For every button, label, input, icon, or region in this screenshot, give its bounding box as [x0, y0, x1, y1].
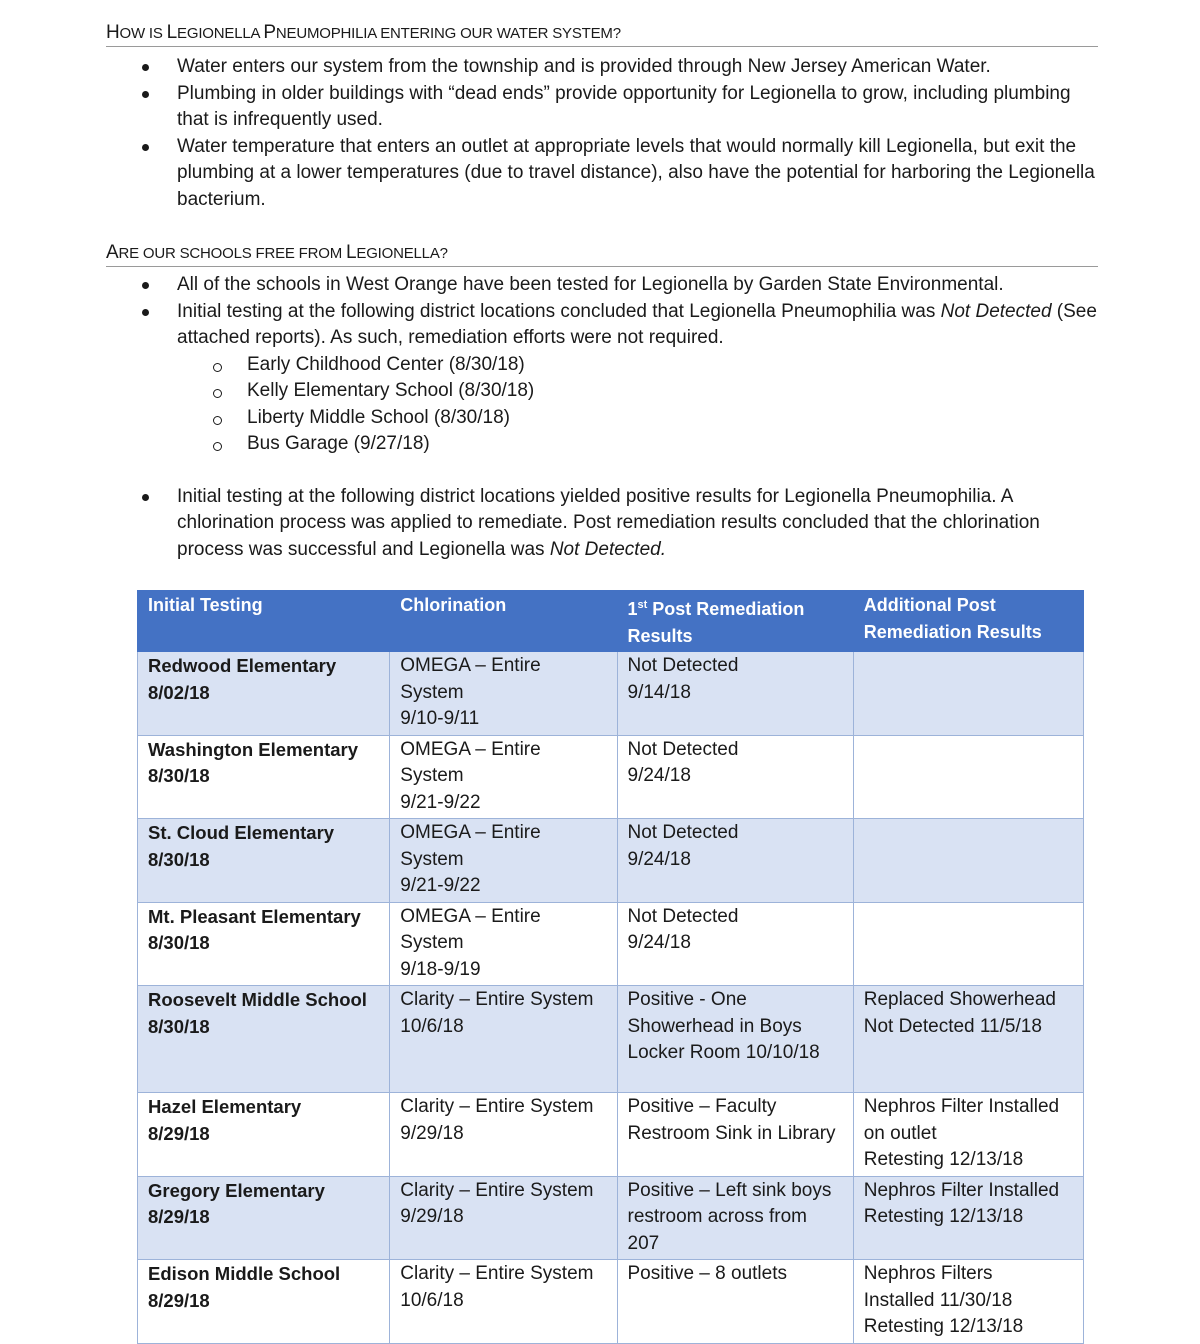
bullet-item: Initial testing at the following district locations yielded positive results for Legionella Pneumophilia. A chlorination process was applied to remediate. Post remediation results concluded that the chlorination process was successful and Legionella was Not Detected. — [140, 484, 1100, 564]
table-row — [138, 735, 1084, 819]
cell-chlorination: Clarity – Entire System 10/6/18 — [390, 1260, 617, 1344]
bullet-icon — [142, 309, 149, 316]
cell-initial-testing: Washington Elementary 8/30/18 — [138, 735, 390, 819]
table-row — [138, 819, 1084, 903]
cell-chlorination: OMEGA – Entire System 9/21-9/22 — [390, 735, 617, 819]
cell-chlorination: Clarity – Entire System 9/29/18 — [390, 1176, 617, 1260]
location-item: Bus Garage (9/27/18) — [177, 431, 1100, 458]
location-item: Kelly Elementary School (8/30/18) — [177, 378, 1100, 405]
cell-additional-post-remediation — [853, 819, 1083, 903]
circle-bullet-icon — [213, 442, 222, 451]
table-row — [138, 1260, 1084, 1344]
bullet-item: Plumbing in older buildings with “dead ends” provide opportunity for Legionella to grow, including plumbing that is infrequently used. — [140, 81, 1100, 134]
cell-initial-testing: St. Cloud Elementary 8/30/18 — [138, 819, 390, 903]
bullet-icon — [142, 494, 149, 501]
location-item: Early Childhood Center (8/30/18) — [177, 352, 1100, 379]
bullet-icon — [142, 144, 149, 151]
section-heading-entering: HOW IS LEGIONELLA PNEUMOPHILIA ENTERING OUR WATER SYSTEM? — [106, 22, 1098, 47]
bullet-item: Water enters our system from the township and is provided through New Jersey American Water. — [140, 54, 1100, 81]
cell-first-post-remediation: Positive - One Showerhead in Boys Locker Room 10/10/18 — [617, 986, 853, 1093]
circle-bullet-icon — [213, 389, 222, 398]
cell-chlorination: OMEGA – Entire System 9/18-9/19 — [390, 902, 617, 986]
bullet-icon — [142, 64, 149, 71]
cell-initial-testing: Roosevelt Middle School 8/30/18 — [138, 986, 390, 1093]
header-additional-post-remediation: Additional Post Remediation Results — [853, 591, 1083, 652]
cell-chlorination: Clarity – Entire System 9/29/18 — [390, 1093, 617, 1177]
table-row — [138, 902, 1084, 986]
cell-additional-post-remediation — [853, 652, 1083, 736]
cell-additional-post-remediation: Nephros Filter Installed Retesting 12/13/18 — [853, 1176, 1083, 1260]
circle-bullet-icon — [213, 416, 222, 425]
bullet-icon — [142, 282, 149, 289]
cell-initial-testing: Hazel Elementary 8/29/18 — [138, 1093, 390, 1177]
cell-first-post-remediation: Positive – Faculty Restroom Sink in Library — [617, 1093, 853, 1177]
table-row — [138, 1176, 1084, 1260]
cell-first-post-remediation: Not Detected 9/14/18 — [617, 652, 853, 736]
schools-bullet-list — [140, 272, 1100, 563]
table-row — [138, 986, 1084, 1093]
header-initial-testing: Initial Testing — [138, 591, 390, 652]
table-row — [138, 652, 1084, 736]
entering-bullet-list — [140, 54, 1100, 213]
cell-chlorination: OMEGA – Entire System 9/21-9/22 — [390, 819, 617, 903]
bullet-icon — [142, 91, 149, 98]
cell-first-post-remediation: Not Detected 9/24/18 — [617, 735, 853, 819]
header-chlorination: Chlorination — [390, 591, 617, 652]
table-header-row — [138, 591, 1084, 652]
cell-additional-post-remediation: Replaced Showerhead Not Detected 11/5/18 — [853, 986, 1083, 1093]
cell-first-post-remediation: Positive – Left sink boys restroom across from 207 — [617, 1176, 853, 1260]
circle-bullet-icon — [213, 363, 222, 372]
cell-first-post-remediation: Positive – 8 outlets — [617, 1260, 853, 1344]
cell-chlorination: OMEGA – Entire System 9/10-9/11 — [390, 652, 617, 736]
cell-initial-testing: Edison Middle School 8/29/18 — [138, 1260, 390, 1344]
cell-additional-post-remediation: Nephros Filters Installed 11/30/18 Retesting 12/13/18 — [853, 1260, 1083, 1344]
location-item: Liberty Middle School (8/30/18) — [177, 405, 1100, 432]
cell-additional-post-remediation: Nephros Filter Installed on outlet Retesting 12/13/18 — [853, 1093, 1083, 1177]
cell-initial-testing: Mt. Pleasant Elementary 8/30/18 — [138, 902, 390, 986]
table-row — [138, 1093, 1084, 1177]
bullet-item: Water temperature that enters an outlet at appropriate levels that would normally kill Legionella, but exit the plumbing at a lower temperatures (due to travel distance), also have the potential for harboring the Legionella bacterium. — [140, 134, 1100, 214]
cell-chlorination: Clarity – Entire System 10/6/18 — [390, 986, 617, 1093]
cell-initial-testing: Redwood Elementary 8/02/18 — [138, 652, 390, 736]
cell-first-post-remediation: Not Detected 9/24/18 — [617, 902, 853, 986]
cell-initial-testing: Gregory Elementary 8/29/18 — [138, 1176, 390, 1260]
not-detected-locations-list — [177, 352, 1100, 458]
bullet-item: All of the schools in West Orange have been tested for Legionella by Garden State Environmental. — [140, 272, 1100, 299]
header-first-post-remediation: 1st Post Remediation Results — [617, 591, 853, 652]
cell-first-post-remediation: Not Detected 9/24/18 — [617, 819, 853, 903]
cell-additional-post-remediation — [853, 735, 1083, 819]
section-heading-schools: ARE OUR SCHOOLS FREE FROM LEGIONELLA? — [106, 242, 1098, 267]
bullet-item: Initial testing at the following district locations concluded that Legionella Pneumophilia was Not Detected (See attached reports). As such, remediation efforts were not required. Early Childhood Center (8/30/18) Kelly Elementary School (8/30/18) Liberty Middle School (8/30/18) Bus Garage (9/27/18) — [140, 299, 1100, 458]
remediation-results-table — [137, 590, 1084, 1344]
cell-additional-post-remediation — [853, 902, 1083, 986]
